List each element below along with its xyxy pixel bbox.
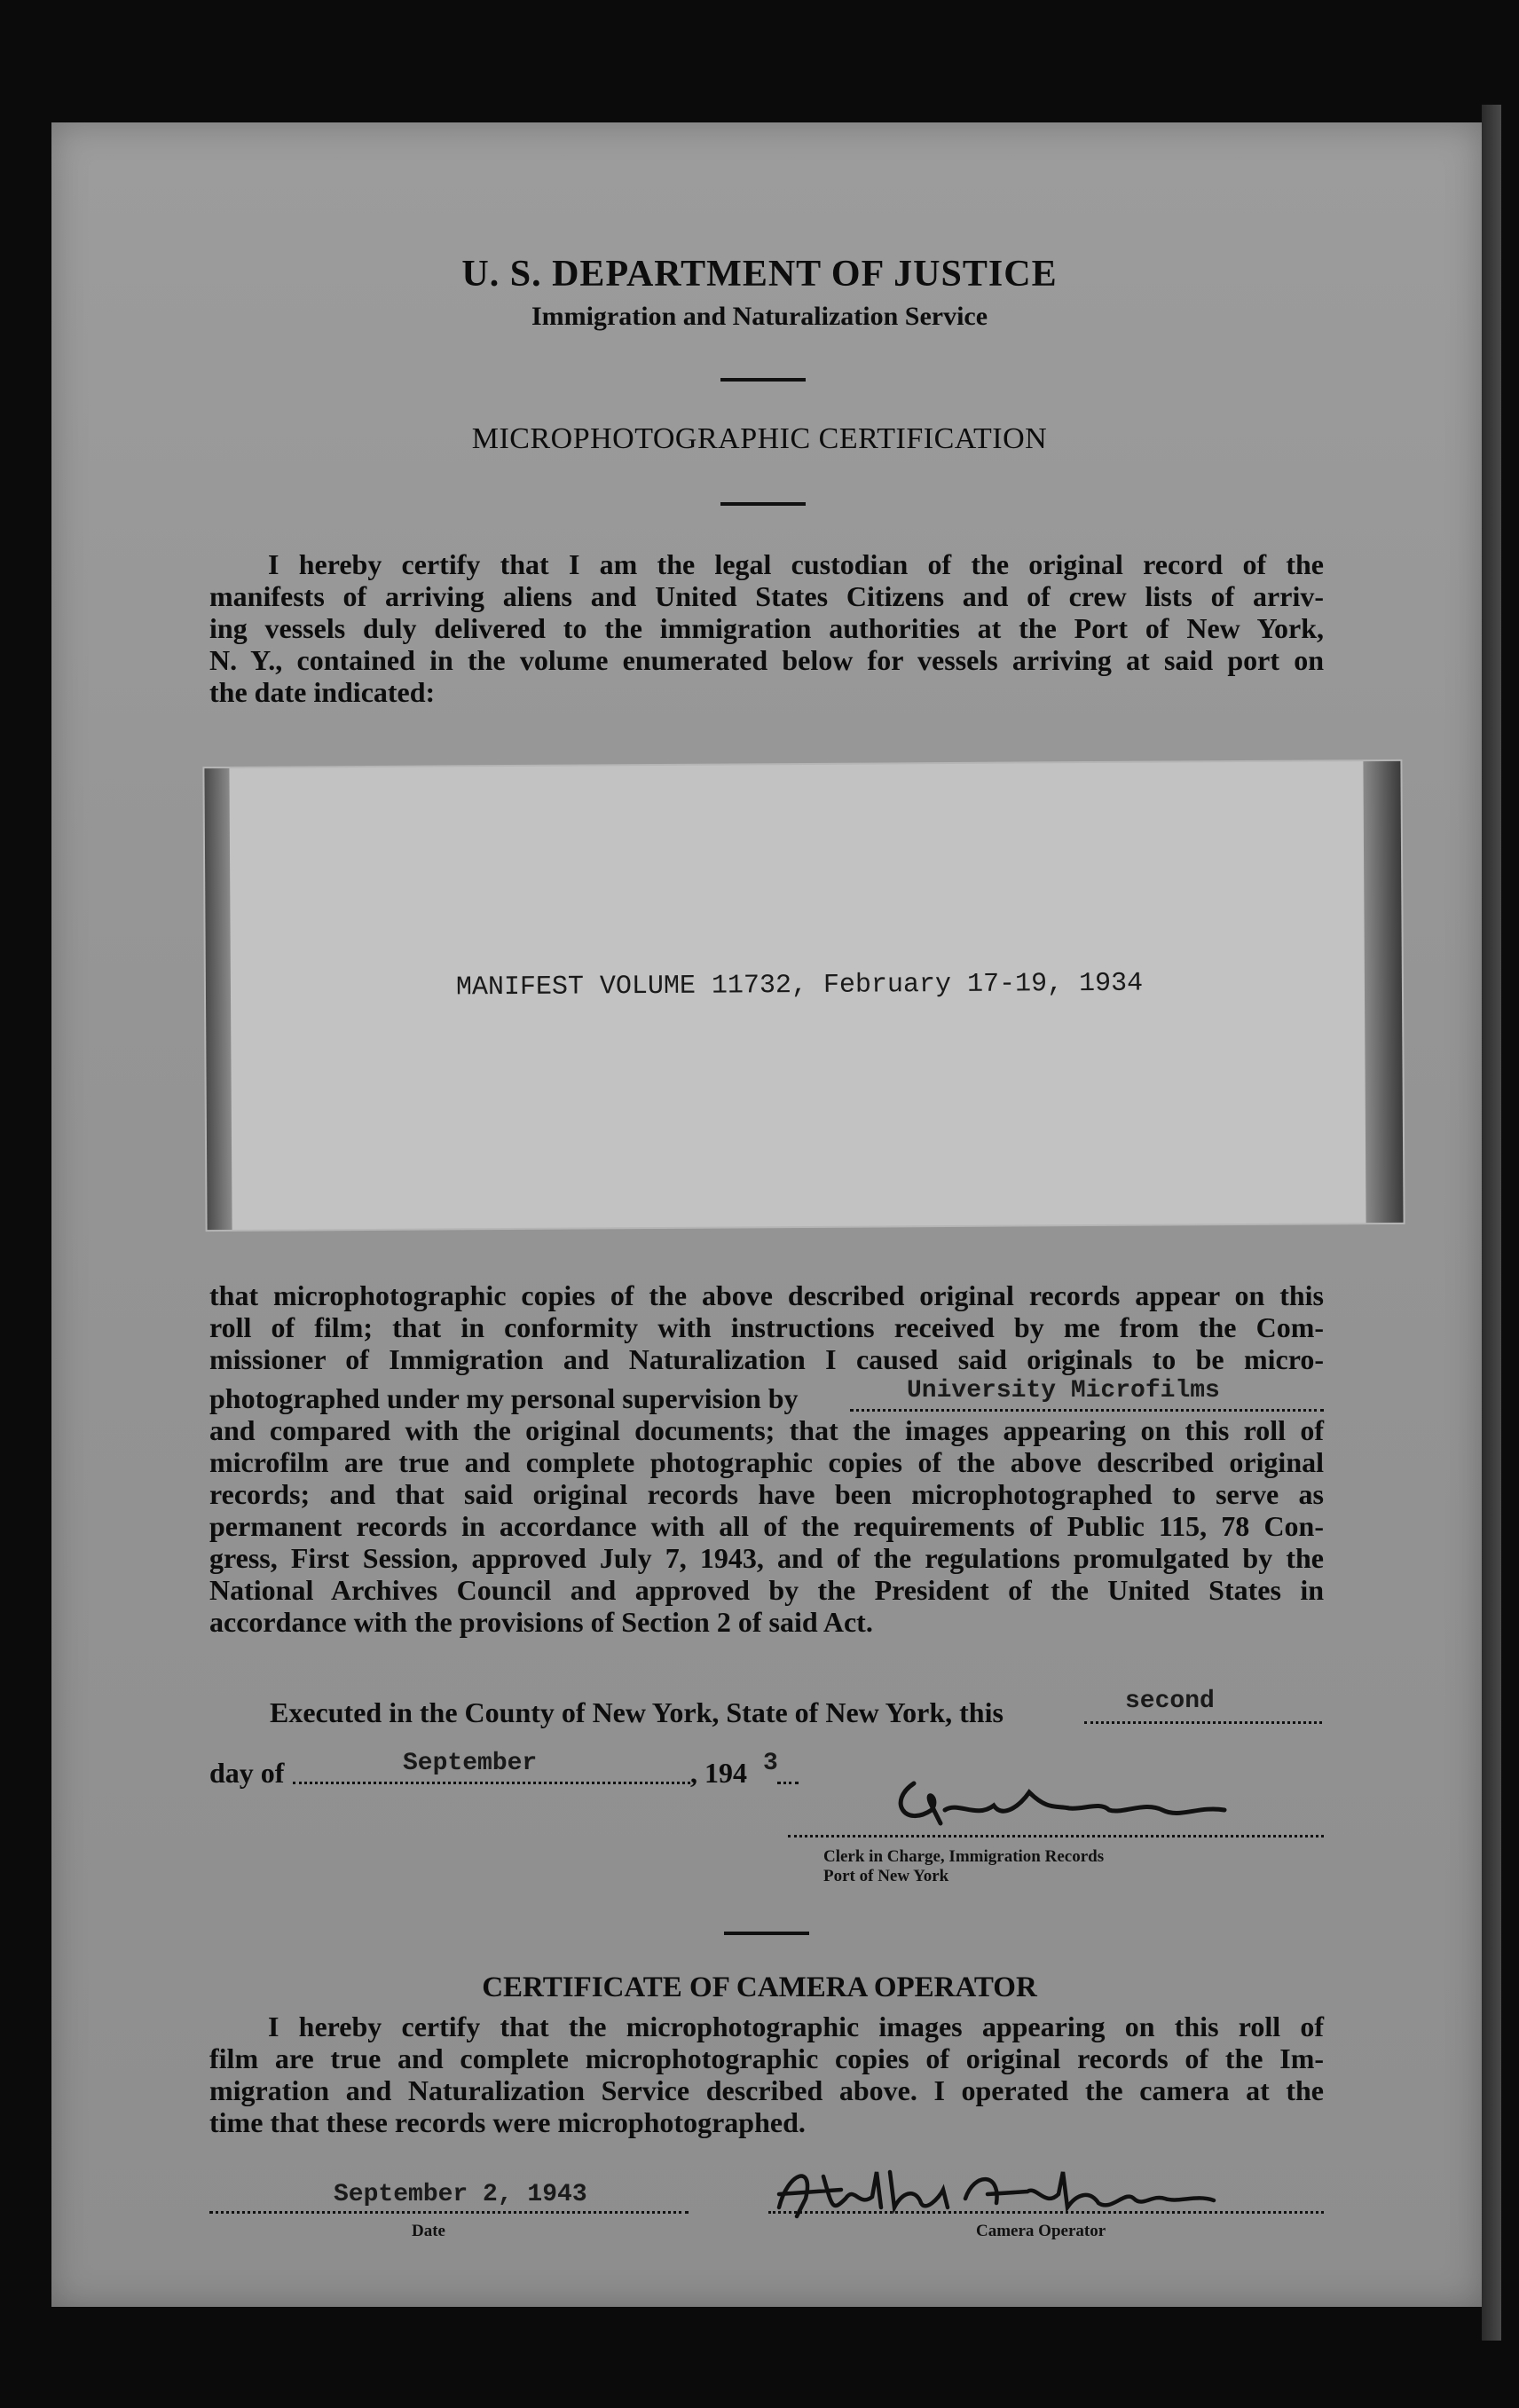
body-line: microfilm are true and complete photographic copies of the above described original (209, 1446, 1324, 1478)
body-line: permanent records in accordance with all of the requirements of Public 115, 78 Con- (209, 1510, 1324, 1542)
volume-text: MANIFEST VOLUME 11732, February 17-19, 1934 (455, 968, 1144, 1003)
divider (720, 378, 806, 382)
camera-line: film are true and complete microphotographic copies of original records of the Im- (209, 2042, 1324, 2074)
camera-certificate-title: CERTIFICATE OF CAMERA OPERATOR (482, 1971, 1037, 2003)
volume-slip (204, 761, 1403, 1230)
divider (720, 502, 806, 506)
camera-paragraph (209, 2011, 1324, 2138)
camera-line: migration and Naturalization Service described above. I operated the camera at the (209, 2074, 1324, 2106)
body-line: and compared with the original documents; that the images appearing on this roll of (209, 1414, 1324, 1446)
clerk-title-line1: Clerk in Charge, Immigration Records (823, 1847, 1105, 1866)
date-label: Date (412, 2222, 445, 2240)
operator-label: Camera Operator (976, 2222, 1106, 2240)
intro-line: the date indicated: (209, 676, 436, 708)
body-line: National Archives Council and approved by the President of the United States in (209, 1574, 1324, 1606)
execution-text: Executed in the County of New York, State of New York, this (270, 1696, 1003, 1728)
intro-line: N. Y., contained in the volume enumerated below for vessels arriving at said port on (209, 644, 1324, 676)
body-line: roll of film; that in conformity with instructions received by me from the Com- (209, 1311, 1324, 1343)
supervision-line (209, 1377, 1324, 1414)
intro-paragraph (209, 548, 1324, 708)
clerk-title-line2: Port of New York (823, 1867, 949, 1885)
intro-line: ing vessels duly delivered to the immigration authorities at the Port of New York, (209, 612, 1324, 644)
department-title: U. S. DEPARTMENT OF JUSTICE (461, 254, 1058, 295)
day-of-label: day of (209, 1757, 285, 1789)
clerk-signature (878, 1757, 1251, 1837)
body-line: gress, First Session, approved July 7, 1943, and of the regulations promulgated by the (209, 1542, 1324, 1574)
divider (724, 1932, 809, 1935)
operator-signature (761, 2154, 1294, 2225)
service-subtitle: Immigration and Naturalization Service (531, 302, 988, 331)
body-line: missioner of Immigration and Naturalization I caused said originals to be micro- (209, 1343, 1324, 1375)
supervision-name: University Microfilms (907, 1377, 1220, 1405)
camera-date: September 2, 1943 (334, 2181, 587, 2208)
supervision-prefix: photographed under my personal supervision by (209, 1382, 799, 1414)
year-digit: 3 (763, 1750, 778, 1777)
body-line: accordance with the provisions of Section 2 of said Act. (209, 1606, 873, 1638)
body-line: that microphotographic copies of the above described original records appear on this (209, 1279, 1324, 1311)
intro-line: manifests of arriving aliens and United States Citizens and of crew lists of arriv- (209, 580, 1324, 612)
camera-line: I hereby certify that the microphotographic images appearing on this roll of (268, 2011, 1324, 2042)
year-prefix: , 194 (690, 1757, 747, 1789)
execution-day: second (1125, 1688, 1215, 1715)
body-line: records; and that said original records have been microphotographed to serve as (209, 1478, 1324, 1510)
certification-title: MICROPHOTOGRAPHIC CERTIFICATION (471, 422, 1048, 455)
camera-line: time that these records were microphotographed. (209, 2106, 806, 2138)
execution-month: September (403, 1750, 538, 1777)
body-paragraph (209, 1279, 1324, 1638)
intro-line: I hereby certify that I am the legal custodian of the original record of the (268, 548, 1324, 580)
